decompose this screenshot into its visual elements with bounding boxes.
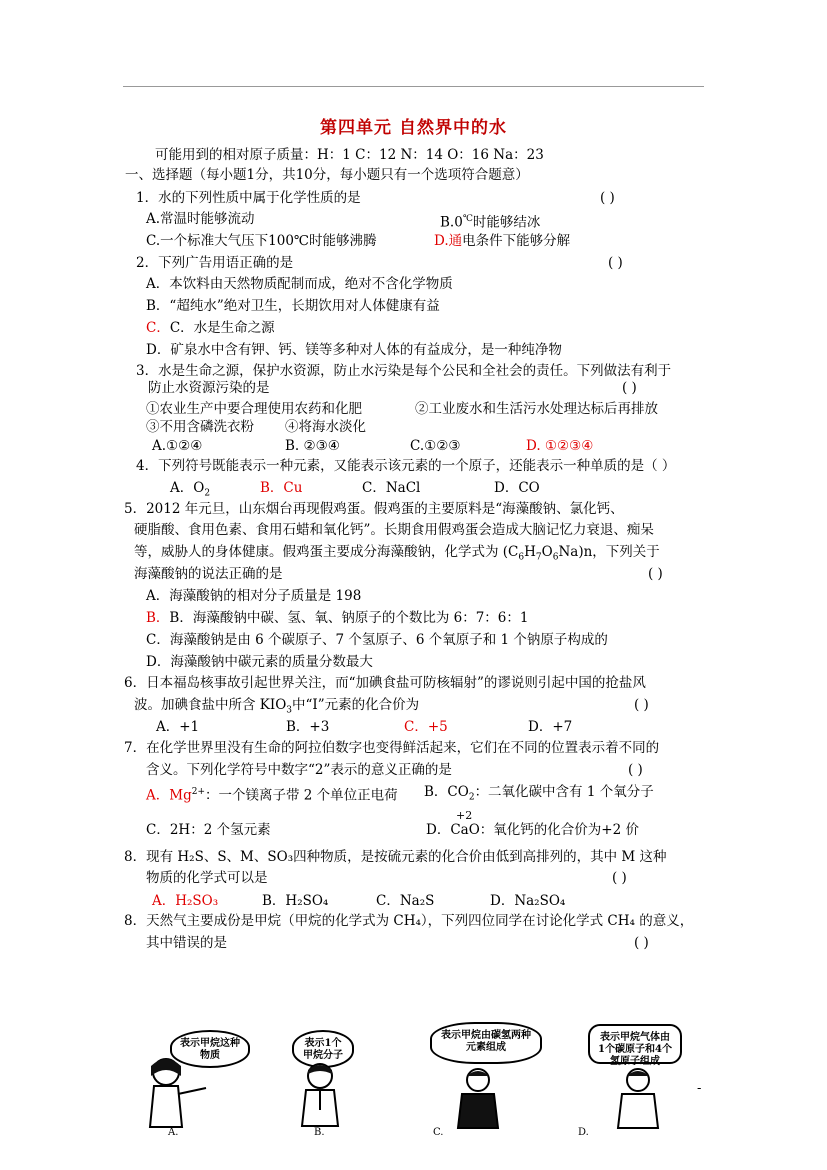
q3-stem-2: 防止水资源污染的是 bbox=[148, 380, 270, 396]
cartoon-label-c: C. bbox=[433, 1127, 444, 1138]
cartoon-label-d: D. bbox=[578, 1127, 589, 1138]
q6-stem-2: 波。加碘食盐中所含 $KIO_3$中“I”元素的化合价为 bbox=[134, 697, 420, 716]
q4-option-b: B．Cu bbox=[260, 480, 303, 496]
q1-option-d: D.通电条件下能够分解 bbox=[434, 233, 571, 249]
q1-paren: ( ) bbox=[600, 190, 615, 206]
q5-stem-3: 等，威胁人的身体健康。假鸡蛋主要成分海藻酸钠，化学式为 $(C_6H_7O_6Na)n$，下列关于 bbox=[134, 544, 660, 563]
q6-option-a: A．+1 bbox=[156, 719, 200, 735]
q5-stem-2: 硬脂酸、食用色素、食用石蜡和氧化钙”。长期食用假鸡蛋会造成大脑记忆力衰退、痴呆 bbox=[134, 522, 654, 538]
student-figure-icon bbox=[446, 1066, 516, 1130]
trailing-dash: - bbox=[697, 1081, 702, 1096]
q3-statement-2: ②工业废水和生活污水处理达标后再排放 bbox=[415, 401, 658, 417]
q4-option-c: C．NaCl bbox=[362, 480, 421, 496]
q4-option-a: A．$O_2$ bbox=[170, 480, 211, 499]
q6-option-c: C．+5 bbox=[404, 719, 448, 735]
q6-option-d: D．+7 bbox=[528, 719, 573, 735]
q1-option-b: B.0℃时能够结冰 bbox=[440, 214, 541, 231]
q2-paren: ( ) bbox=[608, 255, 623, 271]
header-rule bbox=[123, 86, 704, 87]
q6-paren: ( ) bbox=[634, 697, 649, 713]
speech-bubble-d: 表示甲烷气体由1个碳原子和4个氢原子组成 bbox=[588, 1024, 682, 1064]
q2-stem: 2．下列广告用语正确的是 bbox=[136, 255, 294, 271]
q8b-stem-1: 8．天然气主要成份是甲烷（甲烷的化学式为 CH₄），下列四位同学在讨论化学式 CH₄ 的意义， bbox=[124, 913, 694, 929]
q7-option-c: C．2H：2 个氢元素 bbox=[146, 822, 271, 838]
q7-option-b: B．$CO_2$：二氧化碳中含有 1 个氧分子 bbox=[424, 784, 654, 803]
q7-stem-1: 7．在化学世界里没有生命的阿拉伯数字也变得鲜活起来，它们在不同的位置表示着不同的 bbox=[124, 740, 660, 756]
q8a-option-a: A．H₂SO₃ bbox=[152, 893, 219, 909]
q4-stem: 4．下列符号既能表示一种元素，又能表示该元素的一个原子，还能表示一种单质的是（ ） bbox=[136, 458, 676, 474]
q6-stem-1: 6．日本福岛核事故引起世界关注，而“加碘食盐可防核辐射”的谬说则引起中国的抢盐风 bbox=[124, 675, 646, 691]
speech-bubble-c: 表示甲烷由碳氢两种元素组成 bbox=[430, 1022, 542, 1064]
q8b-paren: ( ) bbox=[634, 935, 649, 951]
q3-statement-4: ④将海水淡化 bbox=[285, 419, 366, 435]
q8b-stem-2: 其中错误的是 bbox=[146, 935, 227, 951]
q7-paren: ( ) bbox=[628, 762, 643, 778]
q3-option-a: A.①②④ bbox=[152, 438, 203, 454]
q1-stem: 1．水的下列性质中属于化学性质的是 bbox=[136, 190, 361, 206]
q5-option-a: A．海藻酸钠的相对分子质量是 198 bbox=[146, 588, 362, 604]
cartoon-label-b: B. bbox=[314, 1127, 325, 1138]
girl-figure-icon bbox=[136, 1052, 216, 1132]
page-title: 第四单元 自然界中的水 bbox=[320, 118, 507, 138]
q2-option-b: B．“超纯水”绝对卫生，长期饮用对人体健康有益 bbox=[146, 298, 440, 314]
q1-option-c: C.一个标准大气压下100℃时能够沸腾 bbox=[146, 233, 377, 249]
q3-paren: ( ) bbox=[622, 380, 637, 396]
q8a-option-b: B．H₂SO₄ bbox=[262, 893, 329, 909]
q5-option-d: D．海藻酸钠中碳元素的质量分数最大 bbox=[146, 654, 373, 670]
q5-paren: ( ) bbox=[648, 566, 663, 582]
boy-figure-icon bbox=[288, 1060, 358, 1130]
q7-option-d: D．CaO：氧化钙的化合价为+2 价 bbox=[426, 822, 639, 838]
q7-option-d-valence: +2 bbox=[456, 809, 473, 822]
q2-option-a: A．本饮料由天然物质配制而成，绝对不含化学物质 bbox=[146, 276, 453, 292]
q3-option-b: B. ②③④ bbox=[285, 438, 340, 454]
q5-stem-1: 5．2012 年元旦，山东烟台再现假鸡蛋。假鸡蛋的主要原料是“海藻酸钠、氯化钙、 bbox=[124, 501, 624, 517]
q3-option-c: C.①②③ bbox=[410, 438, 461, 454]
q1-option-a: A.常温时能够流动 bbox=[146, 211, 255, 227]
q8a-stem-2: 物质的化学式可以是 bbox=[146, 870, 268, 886]
q8a-paren: ( ) bbox=[612, 870, 627, 886]
q3-option-d: D. ①②③④ bbox=[526, 438, 594, 454]
speech-bubble-a: 表示甲烷这种物质 bbox=[170, 1030, 250, 1068]
cartoon-label-a: A. bbox=[168, 1127, 179, 1138]
speech-bubble-b: 表示1个甲烷分子 bbox=[292, 1030, 354, 1068]
q5-option-c: C．海藻酸钠是由 6 个碳原子、7 个氢原子、6 个氧原子和 1 个钠原子构成的 bbox=[146, 632, 608, 648]
q6-option-b: B．+3 bbox=[286, 719, 330, 735]
q3-statement-1: ①农业生产中要合理使用农药和化肥 bbox=[146, 401, 362, 417]
q3-statement-3: ③不用含磷洗衣粉 bbox=[146, 419, 254, 435]
q5-stem-4: 海藻酸钠的说法正确的是 bbox=[134, 566, 283, 582]
q8a-option-c: C．Na₂S bbox=[376, 893, 435, 909]
q5-option-b: B．B．海藻酸钠中碳、氢、氧、钠原子的个数比为 6：7：6：1 bbox=[146, 610, 529, 626]
student-figure-icon bbox=[608, 1066, 678, 1130]
q8a-stem-1: 8．现有 H₂S、S、M、SO₃四种物质，是按硫元素的化合价由低到高排列的，其中 M 这种 bbox=[124, 849, 667, 865]
q7-option-a: A．$Mg^{2+}$：一个镁离子带 2 个单位正电荷 bbox=[146, 787, 398, 804]
q4-option-d: D．CO bbox=[494, 480, 540, 496]
q2-option-d: D．矿泉水中含有钾、钙、镁等多种对人体的有益成分，是一种纯净物 bbox=[146, 342, 562, 358]
q2-option-c: C．C．水是生命之源 bbox=[146, 320, 275, 336]
q8a-option-d: D．Na₂SO₄ bbox=[490, 893, 566, 909]
q3-stem-1: 3．水是生命之源，保护水资源，防止水污染是每个公民和全社会的责任。下列做法有利于 bbox=[136, 363, 672, 379]
q7-stem-2: 含义。下列化学符号中数字“2”表示的意义正确的是 bbox=[146, 762, 452, 778]
section-heading: 一、选择题（每小题1分，共10分，每小题只有一个选项符合题意） bbox=[125, 167, 529, 183]
atomic-masses: 可能用到的相对原子质量：H：1 C：12 N：14 O：16 Na：23 bbox=[155, 147, 544, 163]
